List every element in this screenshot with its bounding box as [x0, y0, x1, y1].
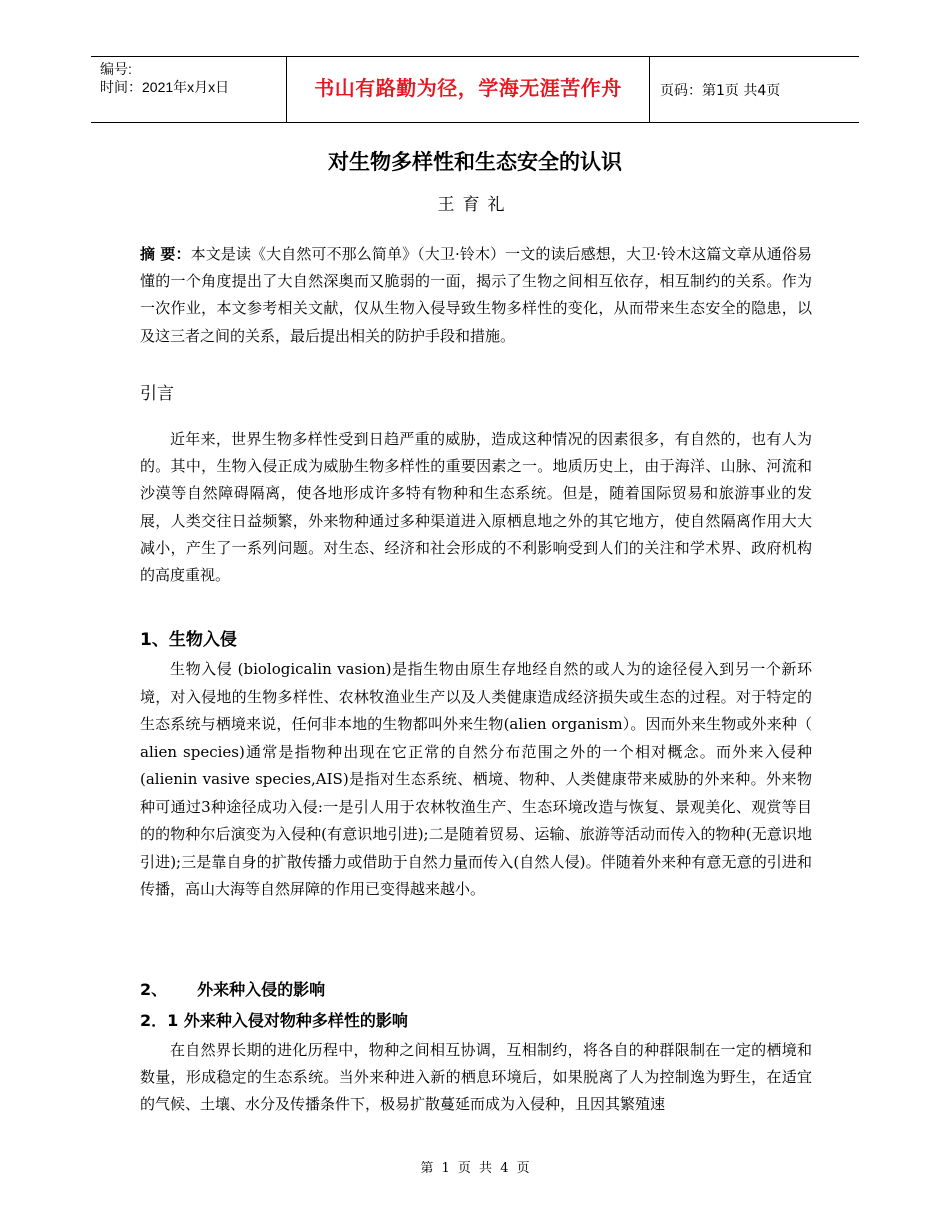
abstract-text: 本文是读《大自然可不那么简单》（大卫·铃木）一文的读后感想，大卫·铃木这篇文章从通俗易懂的一个角度提出了大自然深奥而又脆弱的一面，揭示了生物之间相互依存，相互制约的关系。作为一次作业，本文参考相关文献，仅从生物入侵导致生物多样性的变化，从而带来生态安全的隐患，以及这三者之间的关系，最后提出相关的防护手段和措施。 [140, 245, 812, 345]
header-number-label: 编号: [100, 61, 132, 77]
section2-number: 2、 [140, 980, 168, 999]
abstract-label: 摘 要： [140, 245, 191, 263]
intro-heading: 引言 [140, 384, 174, 404]
document-title: 对生物多样性和生态安全的认识 [328, 150, 622, 174]
abstract-paragraph [140, 241, 812, 350]
section2-heading [140, 977, 325, 1000]
section1-paragraph: 生物入侵 (biologicalin vasion)是指生物由原生存地经自然的或人为的途径侵入到另一个新环境，对入侵地的生物多样性、农林牧渔业生产以及人类健康造成经济损失或生态的过程。对于特定的生态系统与栖境来说，任何非本地的生物都叫外来生物(alien organism）。因而外来生物或外来种（ alien species)通常是指物种出现在它正常的自然分布范围之外的一个相对概念。而外来入侵种(alienin vasive species,AIS)是指对生态系统、栖境、物种、人类健康带来威胁的外来种。外来物种可通过3种途径成功入侵:一是引人用于农林牧渔生产、生态环境改造与恢复、景观美化、观赏等目的的物种尔后演变为入侵种(有意识地引进);二是随着贸易、运输、旅游等活动而传入的物种(无意识地引进);三是靠自身的扩散传播力或借助于自然力量而传入(自然人侵)。伴随着外来种有意无意的引进和传播，高山大海等自然屏障的作用已变得越来越小。 [140, 660, 812, 898]
header-top-rule [91, 56, 859, 57]
author-name: 王育礼 [437, 195, 513, 215]
header-bottom-rule [91, 122, 859, 123]
page-footer: 第 1 页 共 4 页 [420, 1161, 530, 1176]
section2-title: 外来种入侵的影响 [197, 980, 326, 999]
header-motto: 书山有路勤为径，学海无涯苦作舟 [314, 76, 622, 100]
header-time-label: 时间：2021年x月x日 [100, 79, 230, 95]
header-meta [100, 60, 229, 96]
section2-1-paragraph: 在自然界长期的进化历程中，物种之间相互协调，互相制约，将各自的种群限制在一定的栖境和数量，形成稳定的生态系统。当外来种进入新的栖息环境后，如果脱离了人为控制逸为野生，在适宜的气候、土壤、水分及传播条件下，极易扩散蔓延而成为入侵种，且因其繁殖速 [140, 1041, 812, 1114]
section1-heading: 1、生物入侵 [140, 630, 237, 650]
header-divider-right [649, 56, 650, 122]
header-page-info: 页码：第1页 共4页 [660, 83, 781, 99]
section2-1-heading: 2．1 外来种入侵对物种多样性的影响 [140, 1011, 408, 1030]
intro-paragraph: 近年来，世界生物多样性受到日趋严重的威胁，造成这种情况的因素很多，有自然的，也有人为的。其中，生物入侵正成为威胁生物多样性的重要因素之一。地质历史上，由于海洋、山脉、河流和沙漠等自然障碍隔离，使各地形成许多特有物种和生态系统。但是，随着国际贸易和旅游事业的发展，人类交往日益频繁，外来物种通过多种渠道进入原栖息地之外的其它地方，使自然隔离作用大大减小，产生了一系列问题。对生态、经济和社会形成的不利影响受到人们的关注和学术界、政府机构的高度重视。 [140, 430, 812, 585]
